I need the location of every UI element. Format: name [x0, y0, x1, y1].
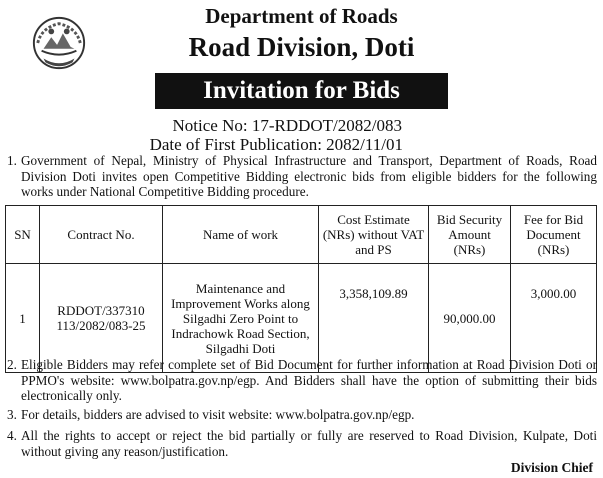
paragraph-number: 2.	[7, 357, 17, 372]
cell-fee: 3,000.00	[511, 264, 597, 373]
header-sn: SN	[6, 206, 40, 264]
division-title: Road Division, Doti	[188, 32, 415, 62]
header-name-of-work: Name of work	[163, 206, 319, 264]
signoff-division-chief: Division Chief	[510, 460, 593, 475]
cell-name-of-work: Maintenance and Improvement Works along Silgadhi Zero Point to Indrachowk Road Section, Silgadhi Doti	[163, 264, 319, 373]
paragraph-number: 4.	[7, 428, 17, 443]
cell-cost-estimate: 3,358,109.89	[319, 264, 429, 373]
department-title: Department of Roads	[205, 4, 398, 28]
cell-contract-no: RDDOT/337310 113/2082/083-25	[40, 264, 163, 373]
header-fee: Fee for Bid Document (NRs)	[511, 206, 597, 264]
header-bid-security: Bid Security Amount (NRs)	[429, 206, 511, 264]
paragraph-3	[7, 407, 597, 423]
paragraph-1	[7, 153, 597, 200]
paragraph-2	[7, 357, 597, 404]
header-contract-no: Contract No.	[40, 206, 163, 264]
paragraph-4	[7, 428, 597, 459]
cell-sn: 1	[6, 264, 40, 373]
notice-number: Notice No: 17-RDDOT/2082/083	[172, 116, 402, 135]
paragraph-number: 1.	[7, 153, 17, 168]
paragraph-text: For details, bidders are advised to visit website: www.bolpatra.gov.np/egp.	[21, 407, 415, 422]
publication-date: Date of First Publication: 2082/11/01	[149, 135, 403, 154]
bids-table	[5, 205, 597, 373]
paragraph-number: 3.	[7, 407, 17, 422]
paragraph-text: Eligible Bidders may refer complete set of Bid Document for further information at Road Division Doti or PPMO's website: www.bolpatra.gov.np/egp. And Bidders shall have the option of submitting their bids electronically only.	[21, 357, 597, 403]
cell-bid-security: 90,000.00	[429, 264, 511, 373]
header-cost-estimate: Cost Estimate (NRs) without VAT and PS	[319, 206, 429, 264]
paragraph-text: All the rights to accept or reject the bid partially or fully are reserved to Road Division, Kulpate, Doti without giving any reason/justification.	[21, 428, 597, 459]
table-header-row	[6, 206, 597, 264]
invitation-banner: Invitation for Bids	[155, 73, 448, 109]
paragraph-text: Government of Nepal, Ministry of Physical Infrastructure and Transport, Department of Roads, Road Division Doti invites open Competitive Bidding electronic bids from eligible bidders for the following works under National Competitive Bidding procedure.	[21, 153, 597, 199]
